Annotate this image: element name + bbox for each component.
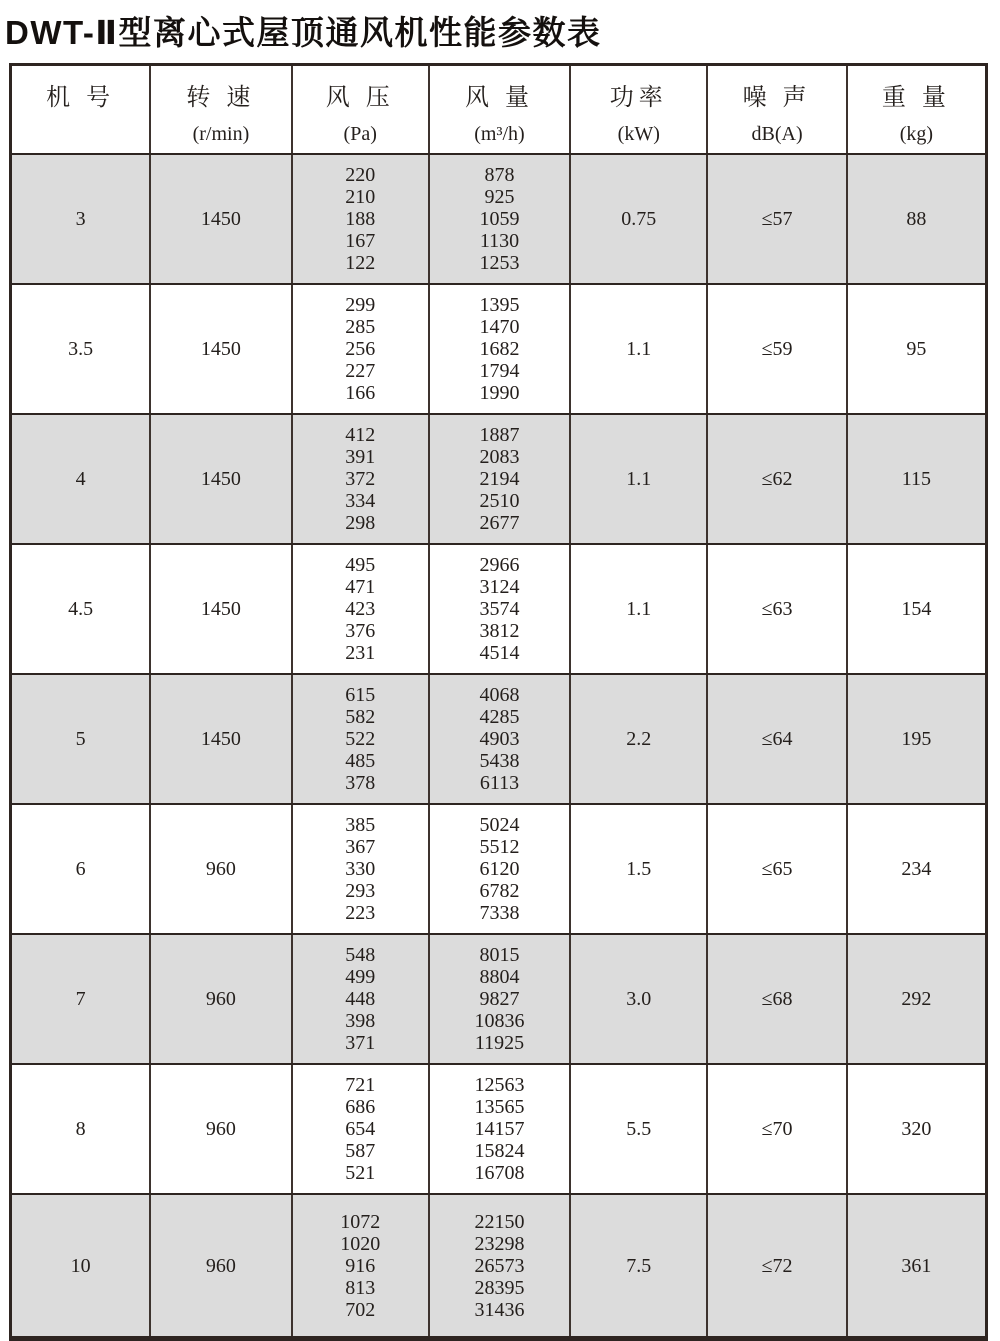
cell-value: 1395 (479, 294, 520, 316)
weight-cell (846, 805, 985, 933)
cell-value: 361 (901, 1254, 932, 1277)
cell-value: 3.0 (626, 988, 652, 1010)
cell-value: 10836 (474, 1010, 525, 1032)
cell-value: 88 (906, 208, 927, 230)
table-row (12, 283, 985, 413)
cell-value: 10 (70, 1254, 91, 1277)
cell-value: 548 (345, 944, 376, 966)
pressure-cell (291, 155, 428, 283)
cell-value: 220 (345, 164, 376, 186)
power-cell (569, 415, 706, 543)
cell-value: 654 (345, 1118, 376, 1140)
cell-value: 0.75 (621, 208, 657, 230)
cell-value: 1450 (200, 208, 241, 230)
cell-value: 7.5 (626, 1254, 652, 1277)
weight-cell (846, 545, 985, 673)
cell-value: 1450 (200, 468, 241, 490)
header-unit: dB(A) (751, 123, 803, 145)
cell-value: 5438 (479, 750, 520, 772)
cell-value: 813 (345, 1276, 376, 1299)
cell-value: 916 (345, 1254, 376, 1277)
cell-value: 293 (345, 880, 376, 902)
noise-cell (706, 1195, 845, 1336)
cell-value: 1072 (340, 1210, 381, 1233)
noise-cell (706, 935, 845, 1063)
cell-value: 2677 (479, 512, 520, 534)
cell-value: 5512 (479, 836, 520, 858)
cell-value: 522 (345, 728, 376, 750)
cell-value: 26573 (474, 1254, 525, 1277)
cell-value: 423 (345, 598, 376, 620)
cell-value: 960 (205, 1118, 236, 1140)
cell-value: 960 (205, 858, 236, 880)
power-cell (569, 935, 706, 1063)
cell-value: 4 (75, 468, 86, 490)
cell-value: 1450 (200, 728, 241, 750)
table-body (12, 153, 985, 1336)
noise-cell (706, 285, 845, 413)
cell-value: 5.5 (626, 1118, 652, 1140)
cell-value: ≤72 (761, 1254, 793, 1277)
cell-value: 115 (901, 468, 931, 490)
speed-cell (149, 285, 290, 413)
cell-value: 4285 (479, 706, 520, 728)
header-label: 噪 声 (742, 85, 812, 111)
cell-value: 7338 (479, 902, 520, 924)
weight-cell (846, 155, 985, 283)
table-row (12, 803, 985, 933)
pressure-cell (291, 1065, 428, 1193)
model-cell (12, 285, 149, 413)
weight-cell (846, 935, 985, 1063)
cell-value: 6 (75, 858, 86, 880)
table-row (12, 543, 985, 673)
header-unit: (kg) (899, 123, 934, 145)
header-label: 转 速 (186, 85, 256, 111)
power-cell (569, 675, 706, 803)
header-cell-weight (846, 66, 985, 153)
airflow-cell (428, 675, 569, 803)
cell-value: 4.5 (68, 598, 94, 620)
header-cell-speed (149, 66, 290, 153)
cell-value: 4068 (479, 684, 520, 706)
speed-cell (149, 805, 290, 933)
cell-value: 385 (345, 814, 376, 836)
power-cell (569, 1065, 706, 1193)
cell-value: 223 (345, 902, 376, 924)
header-unit: (Pa) (343, 123, 377, 145)
cell-value: 1.1 (626, 338, 652, 360)
power-cell (569, 545, 706, 673)
cell-value: 31436 (474, 1298, 525, 1321)
table-row (12, 1063, 985, 1193)
cell-value: 3812 (479, 620, 520, 642)
cell-value: 587 (345, 1140, 376, 1162)
weight-cell (846, 1065, 985, 1193)
cell-value: 4514 (479, 642, 520, 664)
header-unit: (kW) (617, 123, 660, 145)
cell-value: 95 (906, 338, 927, 360)
cell-value: 285 (345, 316, 376, 338)
cell-value: 378 (345, 772, 376, 794)
header-cell-power (569, 66, 706, 153)
cell-value: 166 (345, 382, 376, 404)
cell-value: 372 (345, 468, 376, 490)
cell-value: 1130 (479, 230, 520, 252)
speed-cell (149, 545, 290, 673)
cell-value: 1253 (479, 252, 520, 274)
cell-value: 376 (345, 620, 376, 642)
cell-value: 8804 (479, 966, 520, 988)
cell-value: 334 (345, 490, 376, 512)
cell-value: 299 (345, 294, 376, 316)
cell-value: 4903 (479, 728, 520, 750)
cell-value: ≤65 (761, 858, 793, 880)
power-cell (569, 285, 706, 413)
cell-value: ≤63 (761, 598, 793, 620)
cell-value: 1.5 (626, 858, 652, 880)
header-label: 重 量 (881, 85, 951, 111)
power-cell (569, 155, 706, 283)
cell-value: 1020 (340, 1232, 381, 1255)
pressure-cell (291, 285, 428, 413)
table-row (12, 413, 985, 543)
cell-value: 702 (345, 1298, 376, 1321)
cell-value: 878 (484, 164, 515, 186)
cell-value: 2083 (479, 446, 520, 468)
cell-value: ≤62 (761, 468, 793, 490)
cell-value: 1990 (479, 382, 520, 404)
cell-value: 8015 (479, 944, 520, 966)
table-row (12, 153, 985, 283)
cell-value: 485 (345, 750, 376, 772)
cell-value: 15824 (474, 1140, 525, 1162)
cell-value: 615 (345, 684, 376, 706)
cell-value: 398 (345, 1010, 376, 1032)
model-cell (12, 805, 149, 933)
noise-cell (706, 1065, 845, 1193)
cell-value: 721 (345, 1074, 376, 1096)
cell-value: 13565 (474, 1096, 525, 1118)
speed-cell (149, 1065, 290, 1193)
cell-value: 1470 (479, 316, 520, 338)
cell-value: 256 (345, 338, 376, 360)
noise-cell (706, 155, 845, 283)
cell-value: 298 (345, 512, 376, 534)
cell-value: 448 (345, 988, 376, 1010)
model-cell (12, 1065, 149, 1193)
noise-cell (706, 545, 845, 673)
cell-value: ≤70 (761, 1118, 793, 1140)
header-unit: (r/min) (192, 123, 250, 145)
cell-value: 167 (345, 230, 376, 252)
cell-value: 6113 (479, 772, 520, 794)
cell-value: 5024 (479, 814, 520, 836)
header-cell-noise (706, 66, 845, 153)
pressure-cell (291, 545, 428, 673)
weight-cell (846, 1195, 985, 1336)
cell-value: 499 (345, 966, 376, 988)
cell-value: 11925 (474, 1032, 525, 1054)
airflow-cell (428, 805, 569, 933)
cell-value: ≤64 (761, 728, 793, 750)
cell-value: 154 (901, 598, 932, 620)
weight-cell (846, 675, 985, 803)
cell-value: ≤59 (761, 338, 793, 360)
cell-value: 231 (345, 642, 376, 664)
header-label: 风 量 (464, 85, 534, 111)
cell-value: 122 (345, 252, 376, 274)
cell-value: 330 (345, 858, 376, 880)
cell-value: 495 (345, 554, 376, 576)
airflow-cell (428, 285, 569, 413)
cell-value: 1.1 (626, 468, 652, 490)
cell-value: 2510 (479, 490, 520, 512)
performance-parameter-table (9, 63, 988, 1341)
cell-value: 16708 (474, 1162, 525, 1184)
cell-value: ≤57 (761, 208, 793, 230)
cell-value: 582 (345, 706, 376, 728)
speed-cell (149, 415, 290, 543)
pressure-cell (291, 415, 428, 543)
speed-cell (149, 155, 290, 283)
table-row (12, 673, 985, 803)
cell-value: 14157 (474, 1118, 525, 1140)
power-cell (569, 1195, 706, 1336)
cell-value: 6782 (479, 880, 520, 902)
cell-value: 1794 (479, 360, 520, 382)
model-cell (12, 415, 149, 543)
weight-cell (846, 415, 985, 543)
cell-value: 8 (75, 1118, 86, 1140)
cell-value: 210 (345, 186, 376, 208)
header-cell-model (12, 66, 149, 153)
table-header-row (12, 66, 985, 153)
model-cell (12, 675, 149, 803)
table-row (12, 933, 985, 1063)
cell-value: 6120 (479, 858, 520, 880)
airflow-cell (428, 155, 569, 283)
cell-value: 320 (901, 1118, 932, 1140)
model-cell (12, 1195, 149, 1336)
airflow-cell (428, 1195, 569, 1336)
cell-value: 1682 (479, 338, 520, 360)
header-unit: (m³/h) (474, 123, 525, 145)
cell-value: 195 (901, 728, 932, 750)
cell-value: 9827 (479, 988, 520, 1010)
cell-value: 234 (901, 858, 932, 880)
cell-value: 391 (345, 446, 376, 468)
cell-value: 412 (345, 424, 376, 446)
pressure-cell (291, 805, 428, 933)
speed-cell (149, 1195, 290, 1336)
cell-value: 371 (345, 1032, 376, 1054)
cell-value: 1450 (200, 338, 241, 360)
cell-value: 188 (345, 208, 376, 230)
cell-value: 292 (901, 988, 932, 1010)
cell-value: 1450 (200, 598, 241, 620)
cell-value: 7 (75, 988, 86, 1010)
cell-value: 3.5 (68, 338, 94, 360)
cell-value: 2194 (479, 468, 520, 490)
airflow-cell (428, 1065, 569, 1193)
cell-value: 960 (205, 988, 236, 1010)
airflow-cell (428, 415, 569, 543)
cell-value: 960 (205, 1254, 236, 1277)
header-cell-pressure (291, 66, 428, 153)
noise-cell (706, 415, 845, 543)
cell-value: 2966 (479, 554, 520, 576)
cell-value: 471 (345, 576, 376, 598)
pressure-cell (291, 935, 428, 1063)
cell-value: 1059 (479, 208, 520, 230)
cell-value: 2.2 (626, 728, 652, 750)
cell-value: 1.1 (626, 598, 652, 620)
header-cell-airflow (428, 66, 569, 153)
cell-value: 5 (75, 728, 86, 750)
pressure-cell (291, 1195, 428, 1336)
airflow-cell (428, 545, 569, 673)
cell-value: 367 (345, 836, 376, 858)
airflow-cell (428, 935, 569, 1063)
weight-cell (846, 285, 985, 413)
cell-value: 521 (345, 1162, 376, 1184)
cell-value: 1887 (479, 424, 520, 446)
model-cell (12, 545, 149, 673)
noise-cell (706, 675, 845, 803)
header-label: 机 号 (46, 85, 116, 111)
cell-value: 3574 (479, 598, 520, 620)
speed-cell (149, 935, 290, 1063)
speed-cell (149, 675, 290, 803)
model-cell (12, 155, 149, 283)
pressure-cell (291, 675, 428, 803)
model-cell (12, 935, 149, 1063)
cell-value: 3 (75, 208, 86, 230)
cell-value: 23298 (474, 1232, 525, 1255)
power-cell (569, 805, 706, 933)
cell-value: 12563 (474, 1074, 525, 1096)
header-label: 风 压 (325, 85, 395, 111)
cell-value: 22150 (474, 1210, 525, 1233)
noise-cell (706, 805, 845, 933)
cell-value: 28395 (474, 1276, 525, 1299)
header-label: 功率 (609, 85, 668, 111)
cell-value: 3124 (479, 576, 520, 598)
page-title: DWT-Ⅱ型离心式屋顶通风机性能参数表 (5, 14, 602, 51)
cell-value: 925 (484, 186, 515, 208)
cell-value: 227 (345, 360, 376, 382)
table-row (12, 1193, 985, 1336)
cell-value: ≤68 (761, 988, 793, 1010)
cell-value: 686 (345, 1096, 376, 1118)
